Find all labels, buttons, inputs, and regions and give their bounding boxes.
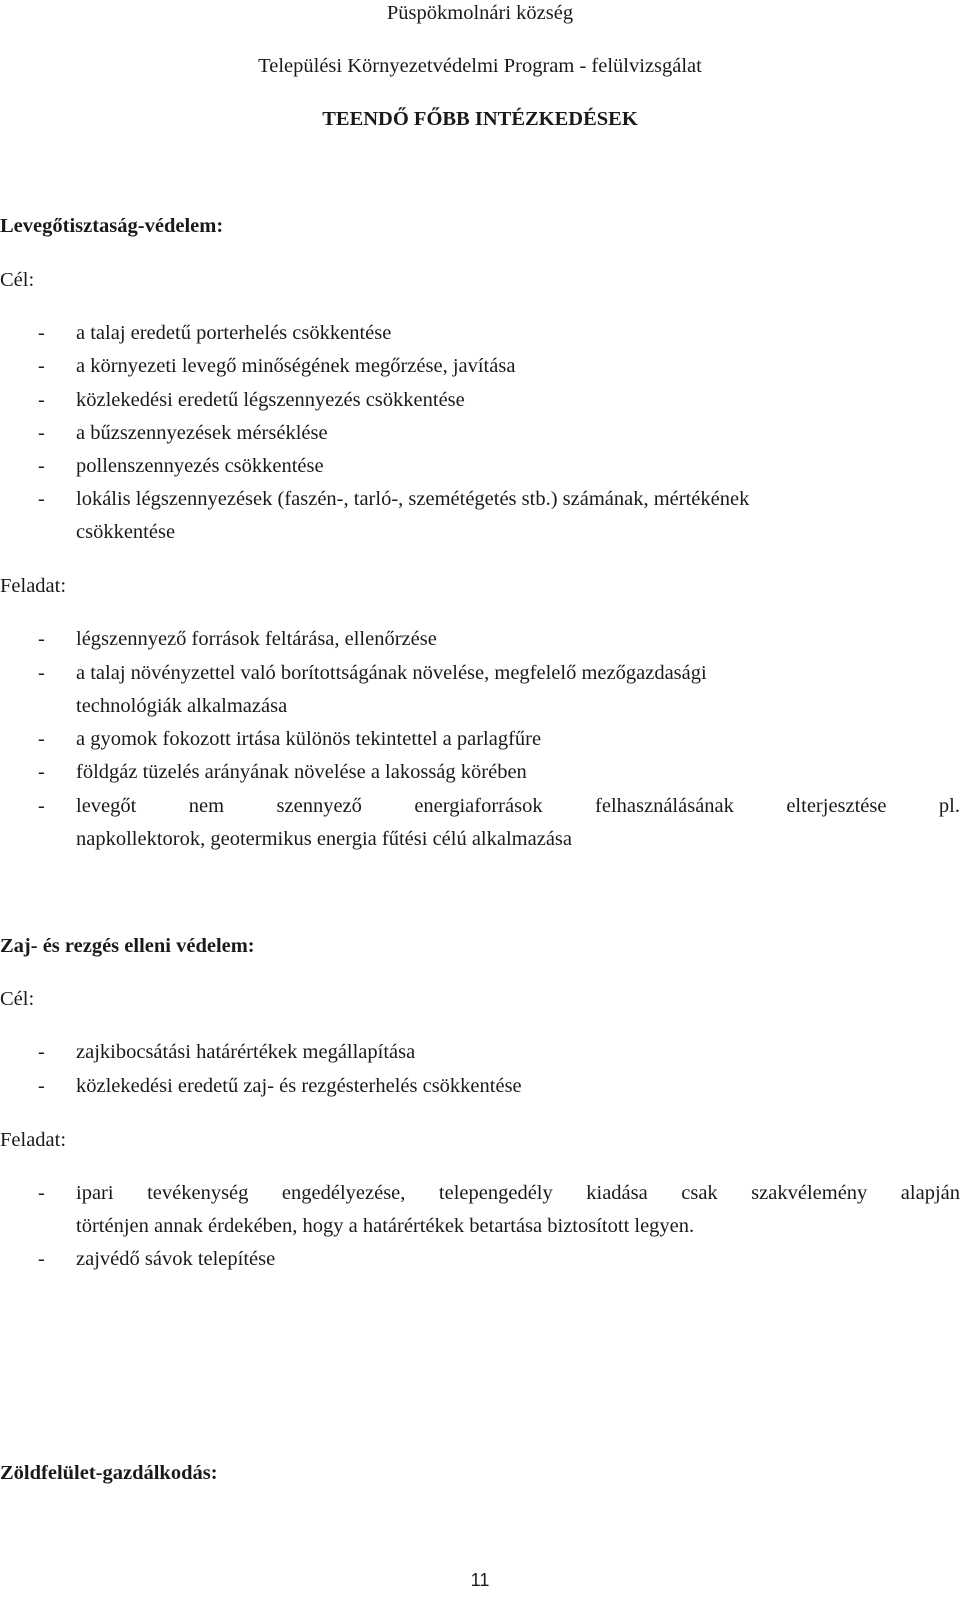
- list-dash: -: [38, 728, 45, 750]
- air-goal-item: közlekedési eredetű légszennyezés csökkentése: [76, 389, 465, 411]
- air-task-item: levegőt nem szennyező energiaforrások felhasználásának elterjesztése pl.: [76, 795, 960, 817]
- municipality-title: Püspökmolnári község: [386, 2, 574, 24]
- noise-section-heading: Zaj- és rezgés elleni védelem:: [0, 935, 255, 957]
- air-task-item: légszennyező források feltárása, ellenőrzése: [76, 628, 437, 650]
- list-dash: -: [38, 761, 45, 783]
- noise-task-item: ipari tevékenység engedélyezése, telepengedély kiadása csak szakvélemény alapján: [76, 1182, 960, 1204]
- noise-task-label: Feladat:: [0, 1129, 67, 1151]
- air-goal-label: Cél:: [0, 269, 35, 291]
- list-dash: -: [38, 795, 45, 817]
- air-task-item: a gyomok fokozott irtása különös tekintettel a parlagfűre: [76, 728, 542, 750]
- list-dash: -: [38, 662, 45, 684]
- list-dash: -: [38, 422, 45, 444]
- list-dash: -: [38, 488, 45, 510]
- program-title: Települési Környezetvédelmi Program - felülvizsgálat: [258, 55, 702, 77]
- air-goal-item: a bűzszennyezések mérséklése: [76, 422, 328, 444]
- air-task-item: földgáz tüzelés arányának növelése a lakosság körében: [76, 761, 527, 783]
- noise-task-item: zajvédő sávok telepítése: [76, 1248, 276, 1270]
- air-goal-item: a talaj eredetű porterhelés csökkentése: [76, 322, 392, 344]
- list-dash: -: [38, 355, 45, 377]
- air-goal-item: pollenszennyezés csökkentése: [76, 455, 324, 477]
- list-dash: -: [38, 1041, 45, 1063]
- list-dash: -: [38, 322, 45, 344]
- air-task-label: Feladat:: [0, 575, 67, 597]
- page-number: 11: [470, 1570, 490, 1590]
- air-task-item-continued: napkollektorok, geotermikus energia fűtési célú alkalmazása: [76, 828, 572, 850]
- list-dash: -: [38, 628, 45, 650]
- noise-task-item-continued: történjen annak érdekében, hogy a határértékek betartása biztosított legyen.: [76, 1215, 695, 1237]
- air-goal-item: lokális légszennyezések (faszén-, tarló-, szemétégetés stb.) számának, mértékének: [76, 488, 750, 510]
- list-dash: -: [38, 389, 45, 411]
- list-dash: -: [38, 1248, 45, 1270]
- noise-goal-label: Cél:: [0, 988, 35, 1010]
- air-task-item: a talaj növényzettel való borítottságának növelése, megfelelő mezőgazdasági: [76, 662, 707, 684]
- list-dash: -: [38, 455, 45, 477]
- air-task-item-continued: technológiák alkalmazása: [76, 695, 288, 717]
- air-section-heading: Levegőtisztaság-védelem:: [0, 215, 224, 237]
- green-section-heading: Zöldfelület-gazdálkodás:: [0, 1462, 218, 1484]
- list-dash: -: [38, 1182, 45, 1204]
- list-dash: -: [38, 1075, 45, 1097]
- noise-goal-item: közlekedési eredetű zaj- és rezgésterhelés csökkentése: [76, 1075, 522, 1097]
- main-title: TEENDŐ FŐBB INTÉZKEDÉSEK: [322, 108, 638, 130]
- air-goal-item-continued: csökkentése: [76, 521, 176, 543]
- noise-goal-item: zajkibocsátási határértékek megállapítása: [76, 1041, 416, 1063]
- air-goal-item: a környezeti levegő minőségének megőrzése, javítása: [76, 355, 516, 377]
